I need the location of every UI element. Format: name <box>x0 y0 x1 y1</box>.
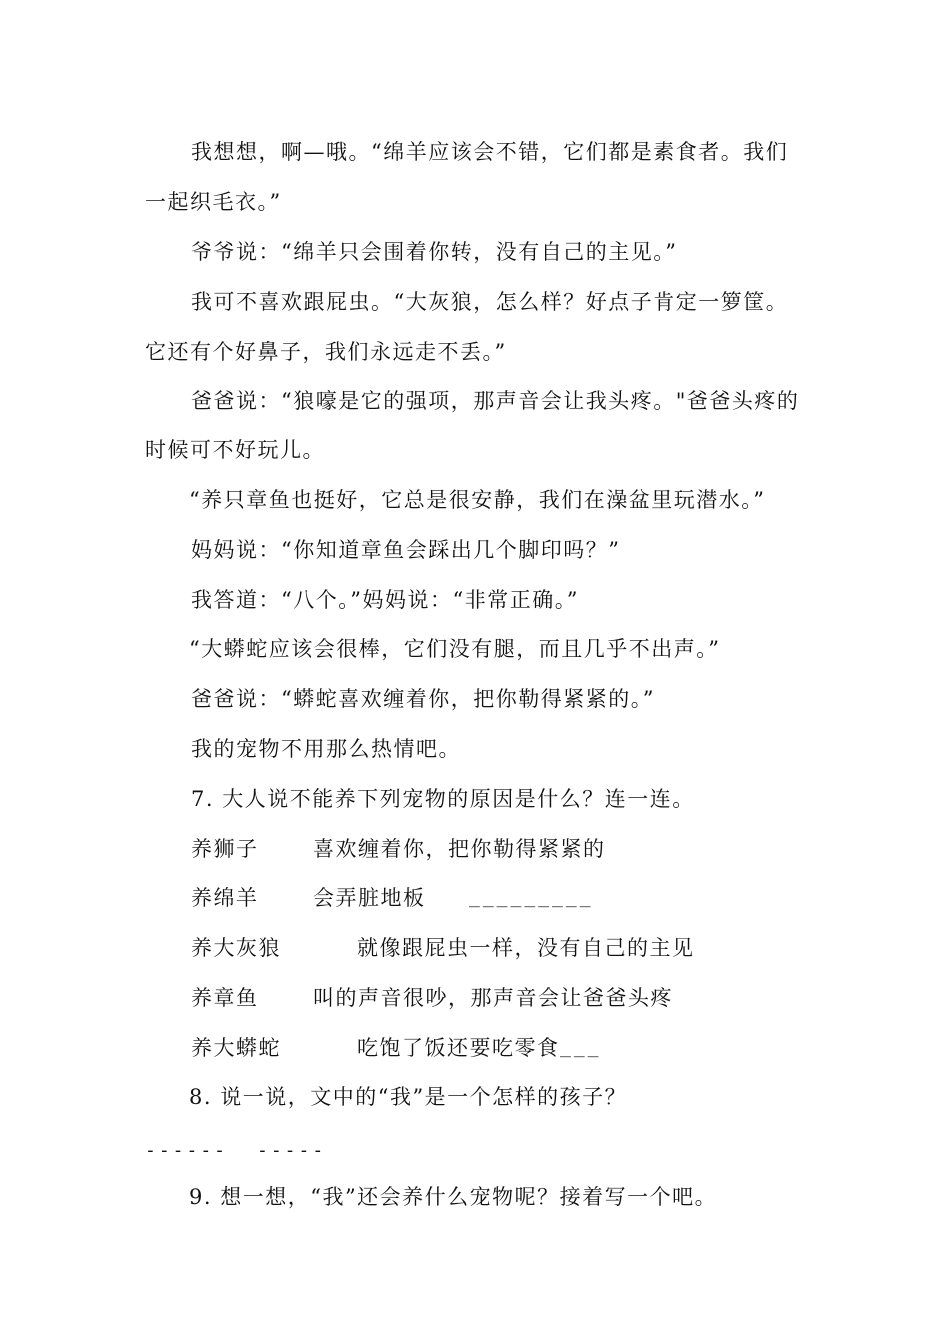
story-paragraph-7: 我答道：“八个。”妈妈说：“非常正确。” <box>191 588 579 612</box>
question-8-blank-2[interactable]: ----- <box>257 1140 327 1161</box>
match-blank-5[interactable]: ___ <box>560 1037 602 1058</box>
match-left-1: 养狮子 <box>191 837 259 861</box>
story-paragraph-1-line-2: 一起织毛衣。” <box>145 190 282 214</box>
question-9: 9. 想一想，“我”还会养什么宠物呢？接着写一个吧。 <box>189 1185 718 1209</box>
story-paragraph-8: “大蟒蛇应该会很棒，它们没有腿，而且几乎不出声。” <box>189 637 721 661</box>
match-right-1: 喜欢缠着你，把你勒得紧紧的 <box>313 837 606 861</box>
match-right-4: 叫的声音很吵，那声音会让爸爸头疼 <box>313 986 673 1010</box>
match-right-5: 吃饱了饭还要吃零食 <box>357 1036 560 1060</box>
question-8: 8. 说一说，文中的“我”是一个怎样的孩子？ <box>189 1085 628 1109</box>
question-7: 7. 大人说不能养下列宠物的原因是什么？连一连。 <box>191 787 695 811</box>
match-left-3: 养大灰狼 <box>191 936 281 960</box>
story-paragraph-2: 爷爷说：“绵羊只会围着你转，没有自己的主见。” <box>191 240 678 264</box>
story-paragraph-3-line-1: 我可不喜欢跟屁虫。“大灰狼，怎么样？好点子肯定一箩筐。 <box>191 290 789 314</box>
match-blank-2[interactable]: _________ <box>469 887 594 908</box>
story-paragraph-9: 爸爸说：“蟒蛇喜欢缠着你，把你勒得紧紧的。” <box>191 687 655 711</box>
story-paragraph-1-line-1: 我想想，啊—哦。“绵羊应该会不错，它们都是素食者。我们 <box>191 140 789 164</box>
story-paragraph-4-line-2: 时候可不好玩儿。 <box>145 438 325 462</box>
story-paragraph-3-line-2: 它还有个好鼻子，我们永远走不丢。” <box>145 340 507 364</box>
match-left-2: 养绵羊 <box>191 886 259 910</box>
match-right-3: 就像跟屁虫一样，没有自己的主见 <box>357 936 695 960</box>
story-paragraph-6: 妈妈说：“你知道章鱼会踩出几个脚印吗？” <box>191 538 621 562</box>
question-8-blank-1[interactable]: ------ <box>145 1140 229 1161</box>
story-paragraph-10: 我的宠物不用那么热情吧。 <box>191 737 461 761</box>
match-left-5: 养大蟒蛇 <box>191 1036 281 1060</box>
story-paragraph-5: “养只章鱼也挺好，它总是很安静，我们在澡盆里玩潜水。” <box>189 488 766 512</box>
match-left-4: 养章鱼 <box>191 986 259 1010</box>
story-paragraph-4-line-1: 爸爸说：“狼嚎是它的强项，那声音会让我头疼。"爸爸头疼的 <box>191 389 800 413</box>
match-right-2: 会弄脏地板 <box>313 886 426 910</box>
